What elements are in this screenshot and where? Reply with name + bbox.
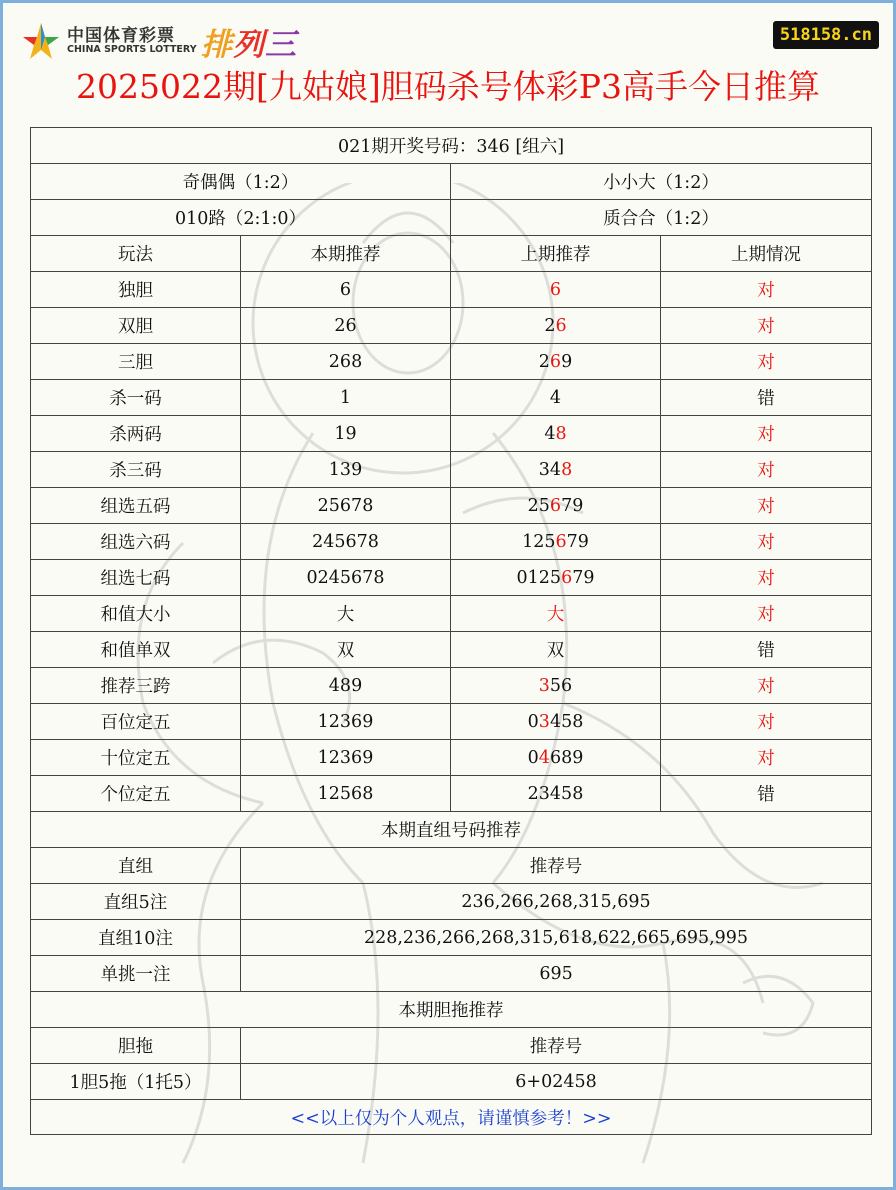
direct-column-row — [31, 848, 872, 884]
miss-digits: 2 — [538, 351, 550, 372]
play-row — [31, 596, 872, 632]
previous-result: 对 — [661, 560, 872, 596]
miss-digits: 0125 — [516, 567, 562, 588]
col-header-play: 玩法 — [31, 236, 241, 272]
size-pattern: 小小大（1:2） — [451, 164, 872, 200]
previous-pick — [451, 308, 661, 344]
miss-digits: 689 — [549, 747, 584, 768]
miss-digits: 458 — [549, 711, 584, 732]
play-row — [31, 416, 872, 452]
direct-row — [31, 920, 872, 956]
play-label: 杀三码 — [31, 452, 241, 488]
direct-row — [31, 884, 872, 920]
footer-row — [31, 1100, 872, 1135]
previous-pick — [451, 488, 661, 524]
miss-digits: 25 — [527, 495, 550, 516]
col-header-previous: 上期推荐 — [451, 236, 661, 272]
dantuo-column-row — [31, 1028, 872, 1064]
lottery-star-icon — [21, 21, 61, 61]
previous-pick — [451, 776, 661, 812]
miss-digits: 2 — [544, 315, 556, 336]
play-label: 十位定五 — [31, 740, 241, 776]
play-row — [31, 272, 872, 308]
previous-pick — [451, 416, 661, 452]
current-pick: 19 — [241, 416, 451, 452]
miss-digits: 79 — [572, 567, 595, 588]
hit-digits: 6 — [549, 351, 562, 372]
current-pick: 6 — [241, 272, 451, 308]
previous-pick — [451, 560, 661, 596]
hit-digits: 6 — [549, 495, 562, 516]
current-pick: 1 — [241, 380, 451, 416]
previous-pick — [451, 272, 661, 308]
current-pick: 139 — [241, 452, 451, 488]
miss-digits: 0 — [527, 747, 539, 768]
previous-pick — [451, 380, 661, 416]
dantuo-col-type: 胆拖 — [31, 1028, 241, 1064]
current-pick: 25678 — [241, 488, 451, 524]
dantuo-heading: 本期胆拖推荐 — [31, 992, 872, 1028]
current-pick: 489 — [241, 668, 451, 704]
current-pick: 12568 — [241, 776, 451, 812]
play-row — [31, 344, 872, 380]
hit-digits: 6 — [555, 531, 567, 552]
previous-result: 对 — [661, 596, 872, 632]
hit-digits: 4 — [538, 747, 550, 768]
site-watermark-badge: 518158.cn — [773, 21, 879, 49]
play-label: 三胆 — [31, 344, 241, 380]
miss-digits: 0 — [527, 711, 539, 732]
play-label: 个位定五 — [31, 776, 241, 812]
direct-label: 直组5注 — [31, 884, 241, 920]
previous-result: 对 — [661, 488, 872, 524]
col-header-current: 本期推荐 — [241, 236, 451, 272]
hit-digits: 3 — [538, 711, 550, 732]
pailie3-logo-text: 排列三 — [201, 27, 297, 63]
play-label: 推荐三跨 — [31, 668, 241, 704]
previous-result: 对 — [661, 704, 872, 740]
draw-result-row — [31, 128, 872, 164]
dantuo-heading-row — [31, 992, 872, 1028]
play-row — [31, 668, 872, 704]
hit-digits: 8 — [561, 459, 573, 480]
hit-digits: 6 — [561, 567, 573, 588]
hit-digits: 6 — [549, 279, 562, 300]
previous-result: 对 — [661, 740, 872, 776]
logo-english-text: CHINA SPORTS LOTTERY — [67, 44, 197, 55]
play-label: 独胆 — [31, 272, 241, 308]
miss-digits: 9 — [561, 351, 573, 372]
direct-numbers: 695 — [241, 956, 872, 992]
current-pick: 大 — [241, 596, 451, 632]
play-row — [31, 776, 872, 812]
previous-result: 对 — [661, 344, 872, 380]
direct-heading: 本期直组号码推荐 — [31, 812, 872, 848]
direct-col-numbers: 推荐号 — [241, 848, 872, 884]
direct-numbers: 236,266,268,315,695 — [241, 884, 872, 920]
miss-digits: 4 — [549, 387, 562, 408]
previous-pick — [451, 344, 661, 380]
miss-digits: 79 — [566, 531, 589, 552]
previous-pick — [451, 596, 661, 632]
previous-pick — [451, 452, 661, 488]
play-label: 杀一码 — [31, 380, 241, 416]
hit-digits: 大 — [546, 605, 565, 625]
previous-result: 对 — [661, 308, 872, 344]
play-label: 杀两码 — [31, 416, 241, 452]
play-row — [31, 740, 872, 776]
play-row — [31, 560, 872, 596]
play-row — [31, 632, 872, 668]
miss-digits: 125 — [522, 531, 556, 552]
play-label: 组选七码 — [31, 560, 241, 596]
current-pick: 0245678 — [241, 560, 451, 596]
previous-result: 对 — [661, 668, 872, 704]
play-row — [31, 524, 872, 560]
direct-label: 单挑一注 — [31, 956, 241, 992]
col-header-result: 上期情况 — [661, 236, 872, 272]
pattern-row-1 — [31, 164, 872, 200]
road-pattern: 010路（2:1:0） — [31, 200, 451, 236]
header — [3, 3, 893, 115]
odd-even-pattern: 奇偶偶（1:2） — [31, 164, 451, 200]
miss-digits: 双 — [546, 641, 565, 661]
current-pick: 245678 — [241, 524, 451, 560]
dantuo-label: 1胆5拖（1托5） — [31, 1064, 241, 1100]
play-label: 组选五码 — [31, 488, 241, 524]
prediction-table — [30, 127, 872, 1135]
previous-result: 对 — [661, 452, 872, 488]
previous-pick — [451, 524, 661, 560]
play-label: 组选六码 — [31, 524, 241, 560]
play-row — [31, 308, 872, 344]
previous-pick — [451, 668, 661, 704]
prime-pattern: 质合合（1:2） — [451, 200, 872, 236]
dantuo-numbers: 6+02458 — [241, 1064, 872, 1100]
previous-result: 对 — [661, 272, 872, 308]
current-pick: 26 — [241, 308, 451, 344]
dantuo-row — [31, 1064, 872, 1100]
hit-digits: 8 — [555, 423, 567, 444]
direct-numbers: 228,236,266,268,315,618,622,665,695,995 — [241, 920, 872, 956]
direct-heading-row — [31, 812, 872, 848]
dantuo-col-numbers: 推荐号 — [241, 1028, 872, 1064]
logo-chinese-text: 中国体育彩票 — [67, 26, 175, 46]
previous-pick — [451, 740, 661, 776]
play-label: 和值单双 — [31, 632, 241, 668]
direct-label: 直组10注 — [31, 920, 241, 956]
current-pick: 双 — [241, 632, 451, 668]
disclaimer-text: <<以上仅为个人观点，请谨慎参考！>> — [31, 1100, 872, 1135]
previous-result: 错 — [661, 776, 872, 812]
previous-result: 错 — [661, 632, 872, 668]
play-row — [31, 488, 872, 524]
previous-result: 对 — [661, 416, 872, 452]
previous-result: 错 — [661, 380, 872, 416]
miss-digits: 4 — [544, 423, 556, 444]
direct-col-type: 直组 — [31, 848, 241, 884]
current-pick: 268 — [241, 344, 451, 380]
hit-digits: 3 — [538, 675, 550, 696]
hit-digits: 6 — [555, 315, 567, 336]
miss-digits: 23458 — [527, 783, 584, 804]
current-pick: 12369 — [241, 704, 451, 740]
play-row — [31, 380, 872, 416]
previous-result: 对 — [661, 524, 872, 560]
draw-result-text: 021期开奖号码：346 [组六] — [31, 128, 872, 164]
current-pick: 12369 — [241, 740, 451, 776]
miss-digits: 56 — [549, 675, 573, 696]
direct-row — [31, 956, 872, 992]
china-sports-lottery-logo — [21, 19, 331, 63]
pattern-row-2 — [31, 200, 872, 236]
column-header-row — [31, 236, 872, 272]
page-title: 2025022期[九姑娘]胆码杀号体彩P3高手今日推算 — [76, 67, 820, 106]
play-row — [31, 452, 872, 488]
miss-digits: 79 — [561, 495, 584, 516]
miss-digits: 34 — [538, 459, 562, 480]
play-label: 双胆 — [31, 308, 241, 344]
play-row — [31, 704, 872, 740]
play-label: 百位定五 — [31, 704, 241, 740]
play-label: 和值大小 — [31, 596, 241, 632]
previous-pick — [451, 704, 661, 740]
previous-pick — [451, 632, 661, 668]
